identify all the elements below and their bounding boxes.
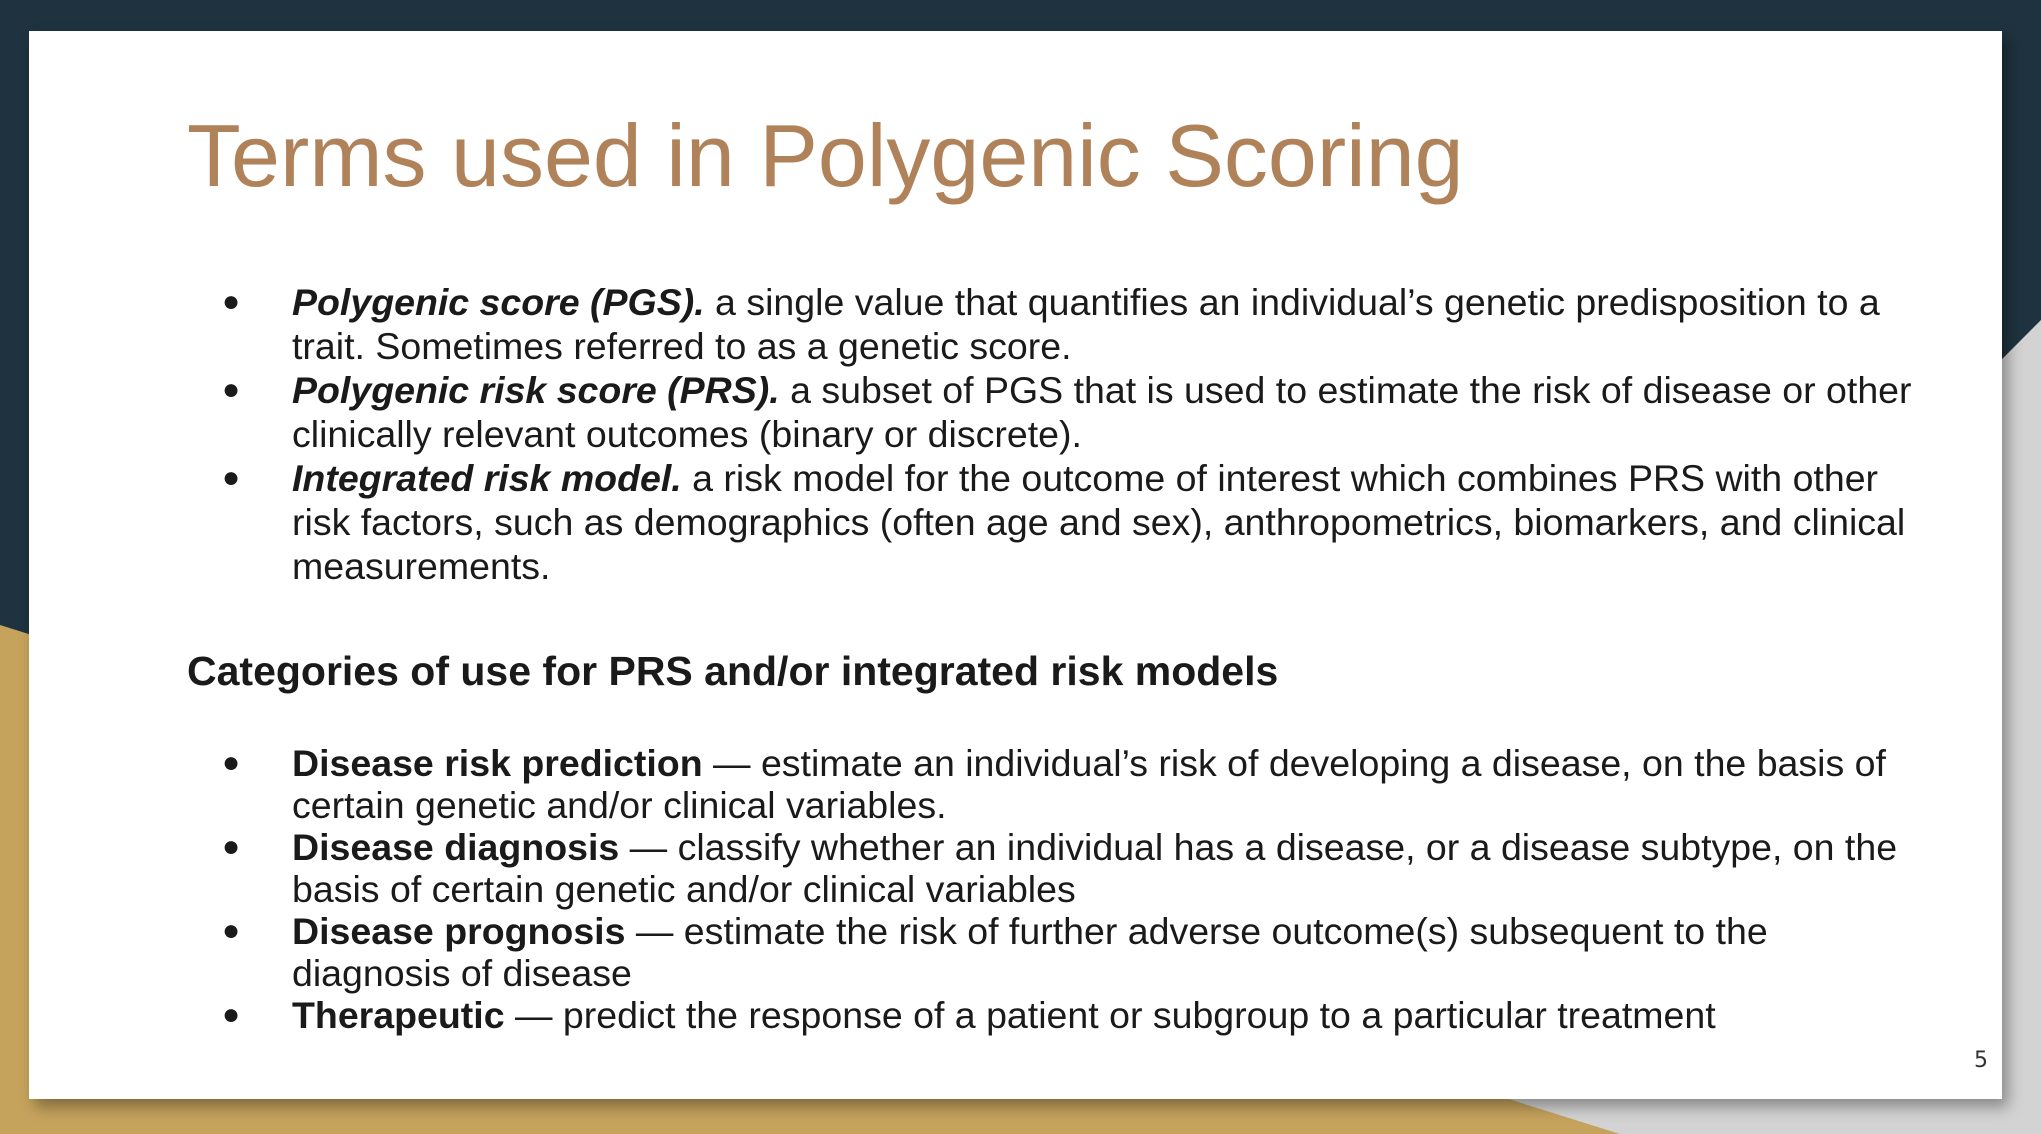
bullet: ● <box>222 461 241 494</box>
category-name: Disease diagnosis <box>292 826 620 868</box>
categories-heading: Categories of use for PRS and/or integrated risk models <box>187 648 1279 694</box>
category-name: Disease prognosis <box>292 910 626 952</box>
category-description: — estimate an individual’s risk of developing a disease, on the basis of certain genetic and/or clinical variables. <box>292 742 1886 826</box>
category-description: — predict the response of a patient or subgroup to a particular treatment <box>504 994 1716 1036</box>
term-item <box>222 280 1912 368</box>
terms-list <box>222 280 1912 588</box>
categories-list <box>222 742 1912 1036</box>
bullet: ● <box>222 285 241 318</box>
term-name: Polygenic score (PGS). <box>292 281 705 323</box>
category-item <box>222 994 1912 1036</box>
term-definition: a single value that quantifies an individual’s genetic predisposition to a trait. Sometimes referred to as a genetic score. <box>292 281 1880 367</box>
term-definition: a risk model for the outcome of interest which combines PRS with other risk factors, such as demographics (often age and sex), anthropometrics, biomarkers, and clinical measurements. <box>292 457 1906 587</box>
term-item <box>222 368 1912 456</box>
slide-canvas <box>29 31 2002 1099</box>
category-name: Disease risk prediction <box>292 742 703 784</box>
bullet: ● <box>222 914 241 947</box>
term-name: Polygenic risk score (PRS). <box>292 369 780 411</box>
bullet: ● <box>222 373 241 406</box>
page-number: 5 <box>1974 1048 1988 1073</box>
bullet: ● <box>222 998 241 1031</box>
bullet: ● <box>222 746 241 779</box>
term-definition: a subset of PGS that is used to estimate the risk of disease or other clinically relevant outcomes (binary or discrete). <box>292 369 1912 455</box>
term-item <box>222 456 1912 588</box>
category-name: Therapeutic <box>292 994 505 1036</box>
category-description: — classify whether an individual has a disease, or a disease subtype, on the basis of certain genetic and/or clinical variables <box>292 826 1898 910</box>
category-description: — estimate the risk of further adverse outcome(s) subsequent to the diagnosis of disease <box>292 910 1768 994</box>
category-item <box>222 826 1912 910</box>
category-item <box>222 910 1912 994</box>
term-name: Integrated risk model. <box>292 457 682 499</box>
category-item <box>222 742 1912 826</box>
bullet: ● <box>222 830 241 863</box>
slide-title: Terms used in Polygenic Scoring <box>187 106 1464 205</box>
